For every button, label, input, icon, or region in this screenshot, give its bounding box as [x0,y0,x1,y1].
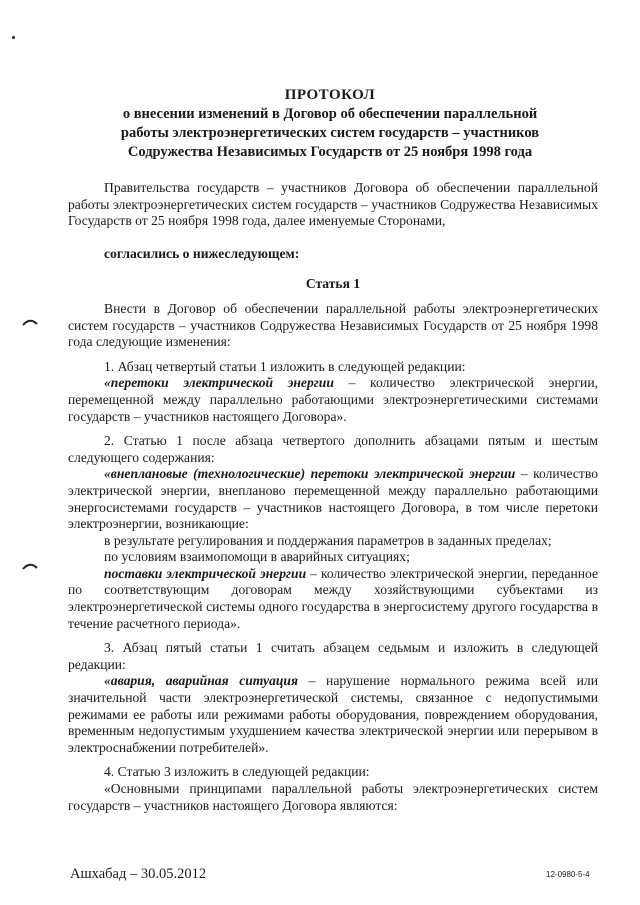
title-line-3: Содружества Независимых Государств от 25 ноября 1998 года [127,144,533,160]
article-intro: Внести в Договор об обеспечении параллельной работы электроэнергетических систем государств – участников Содружества Независимых Государств от 25 ноября 1998 года следующие изменения: [68,300,598,350]
article-heading: Статья 1 [305,276,361,292]
item-3-definition [68,673,598,756]
term: поставки электрической энергии [104,565,307,581]
footer-place-date: Ашхабад – 30.05.2012 [70,866,207,882]
agreed-clause: согласились о нижеследующем: [104,245,300,261]
item-2-subclause-1: в результате регулирования и поддержания параметров в заданных пределах; [104,532,552,548]
definition-text: – нарушение нормального режима всей или значительной части электроэнергетической системы, связанное с недопустимыми режимами ее работы или режимами работы оборудования, повреждением оборудования, временным недопустимым ухудшением качества электрической энергии или перерывом в электроснабжении потребителей». [68,673,598,755]
term: «перетоки электрической энергии [104,375,334,391]
document-title [60,86,600,162]
definition-text: – количество электрической энергии, перемещенной между параллельно работающими электроэнергетическими системами государств – участников настоящего Договора». [68,375,598,424]
definition-text: – количество электрической энергии, переданное по соответствующим договорам между хозяйствующими субъектами из электроэнергетической системы одного государства в энергосистему другого государства в течение расчетного периода». [68,565,598,631]
title-main: ПРОТОКОЛ [284,87,376,103]
footer-document-code: 12-0980-5-4 [546,870,590,879]
document-body [68,180,598,822]
item-2-subclause-2: по условиям взаимопомощи в аварийных ситуациях; [104,549,410,565]
preamble: Правительства государств – участников Договора об обеспечении параллельной работы электроэнергетических систем государств – участников Содружества Независимых Государств от 25 ноября 1998 года, далее именуемые Сторонами, [68,180,598,229]
item-1-lead: 1. Абзац четвертый статьи 1 изложить в следующей редакции: [104,358,466,374]
item-2-definition-2 [68,566,598,632]
hole-punch-mark [22,562,38,570]
definition-text: – количество электрической энергии, внепланово перемещенной между параллельно работающими энергосистемами государств – участников настоящего Договора, в том числе перетоки электроэнергии, возникающие: [68,466,598,532]
scan-speck [12,36,15,39]
title-line-2: работы электроэнергетических систем государств – участников [120,125,540,141]
hole-punch-mark [22,318,38,326]
title-line-1: о внесении изменений в Договор об обеспечении параллельной [122,106,538,122]
term: «авария, аварийная ситуация [104,673,298,689]
item-3-lead: 3. Абзац пятый статьи 1 считать абзацем седьмым и изложить в следующей редакции: [68,640,598,672]
item-2-definition-1 [68,466,598,532]
item-4-text: «Основными принципами параллельной работы электроэнергетических систем государств – участников настоящего Договора являются: [68,781,598,813]
item-2-lead: 2. Статью 1 после абзаца четвертого дополнить абзацами пятым и шестым следующего содержания: [68,433,598,465]
item-1-definition [68,375,598,425]
item-4-lead: 4. Статью 3 изложить в следующей редакции: [104,764,370,780]
term: «внеплановые (технологические) перетоки электрической энергии [104,466,516,482]
